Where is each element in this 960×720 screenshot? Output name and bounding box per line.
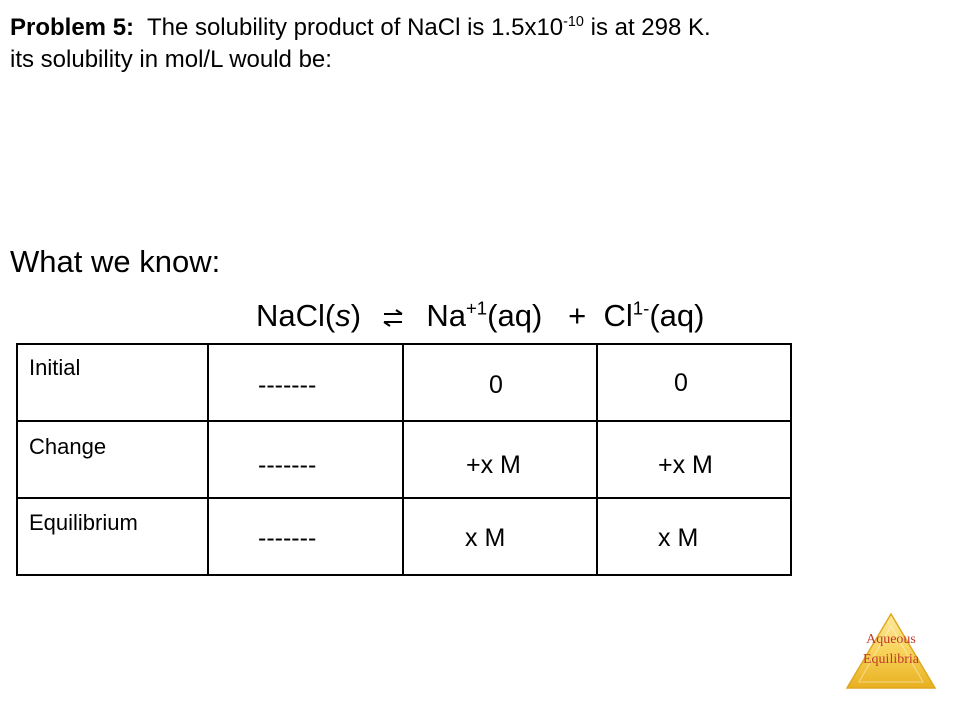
reactant-close: ) [350,298,362,333]
problem-text-end: is at 298 K. [583,14,711,41]
cation-charge: +1 [465,297,488,319]
table-col-divider-3 [596,343,598,576]
reactant: NaCl( [256,298,336,333]
dissociation-equation [256,298,704,334]
anion-state: (aq) [649,298,705,333]
initial-anion: 0 [674,369,688,397]
anion-charge: 1- [632,297,650,319]
anion: Cl [603,298,633,333]
cation: Na [426,298,466,333]
table-border-top [16,343,792,345]
initial-solid: ------- [258,371,317,399]
table-col-divider-1 [207,343,209,576]
table-border-left [16,343,18,576]
problem-text: The solubility product of NaCl is 1.5x10 [146,14,564,41]
ksp-exponent: -10 [563,14,584,30]
table-border-bottom [16,574,792,576]
plus-sign: + [568,298,587,333]
reactant-state: s [335,298,351,333]
equilibrium-cation: x M [465,524,506,552]
row-label-change: Change [29,434,107,459]
table-row-divider-2 [16,497,792,499]
equilibrium-solid: ------- [258,524,317,552]
problem-question: its solubility in mol/L would be: [10,46,332,73]
problem-statement [10,12,955,76]
table-border-right [790,343,792,576]
ice-table [16,343,792,576]
what-we-know-heading: What we know: [10,244,221,279]
table-row-divider-1 [16,420,792,422]
cation-state: (aq) [487,298,543,333]
aqueous-equilibria-logo [845,612,937,690]
table-col-divider-2 [402,343,404,576]
initial-cation: 0 [489,371,503,399]
change-anion: +x M [658,451,713,479]
logo-line-2: Equilibria [863,652,919,667]
logo-line-1: Aqueous [866,632,916,647]
row-label-initial: Initial [29,355,81,380]
change-cation: +x M [466,451,521,479]
row-label-equilibrium: Equilibrium [29,510,138,535]
problem-label: Problem 5: [10,14,135,41]
change-solid: ------- [258,451,317,479]
equilibrium-arrows-icon [382,309,404,327]
equilibrium-anion: x M [658,524,699,552]
